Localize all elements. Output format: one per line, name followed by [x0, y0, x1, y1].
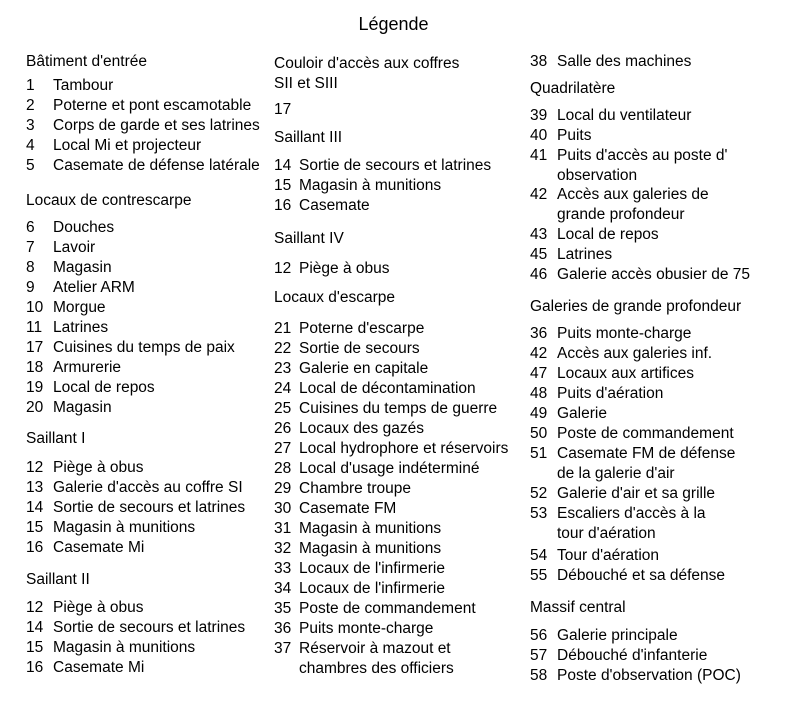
item-label: Local hydrophore et réservoirs [299, 440, 509, 457]
item-number: 20 [26, 399, 44, 416]
legend-item [26, 358, 121, 378]
item-number: 46 [530, 266, 548, 283]
item-label: Puits monte-charge [299, 620, 434, 637]
legend-item [530, 185, 709, 205]
item-number: 42 [530, 345, 548, 362]
legend-item [530, 384, 663, 404]
item-number: 36 [530, 325, 548, 342]
item-number: 15 [274, 177, 292, 194]
item-number: 43 [530, 226, 548, 243]
item-label: Atelier ARM [53, 279, 135, 296]
item-number: 54 [530, 547, 548, 564]
item-number: 5 [26, 157, 35, 174]
item-label: Douches [53, 219, 115, 236]
legend-item [530, 52, 691, 72]
item-label-line2: tour d'aération [557, 525, 656, 542]
item-label-line2: chambres des officiers [299, 660, 454, 677]
item-number: 4 [26, 137, 35, 154]
item-label: Puits d'accès au poste d' [557, 147, 728, 164]
legend-item [26, 458, 144, 478]
legend-item [26, 96, 251, 116]
item-number: 25 [274, 400, 292, 417]
item-number: 16 [26, 539, 44, 556]
item-number-spacer [530, 464, 557, 484]
item-number-spacer [530, 166, 557, 186]
item-label: Magasin à munitions [299, 177, 442, 194]
legend-item [26, 618, 245, 638]
legend-item [274, 196, 370, 216]
legend-item [530, 344, 712, 364]
item-label-line2: grande profondeur [557, 206, 685, 223]
item-number: 50 [530, 425, 548, 442]
legend-item [274, 539, 441, 559]
item-number: 21 [274, 320, 292, 337]
item-label: Galerie d'air et sa grille [557, 485, 716, 502]
legend-item [26, 658, 144, 678]
item-label: Casemate FM [299, 500, 397, 517]
item-number: 3 [26, 117, 35, 134]
legend-item [530, 566, 725, 586]
item-label: Débouché et sa défense [557, 567, 726, 584]
item-label: Galerie principale [557, 627, 678, 644]
item-number: 51 [530, 445, 548, 462]
item-number: 34 [274, 580, 292, 597]
item-label: Tambour [53, 77, 114, 94]
legend-item [26, 398, 112, 418]
legend-item [274, 619, 433, 639]
item-number: 24 [274, 380, 292, 397]
item-label: Poste d'observation (POC) [557, 667, 741, 684]
item-label: Magasin [53, 259, 112, 276]
item-number: 15 [26, 519, 44, 536]
item-number: 31 [274, 520, 292, 537]
legend-item [26, 518, 195, 538]
item-label: Poterne d'escarpe [299, 320, 425, 337]
legend-item [274, 359, 428, 379]
legend-item-continuation [530, 464, 675, 484]
item-number: 47 [530, 365, 548, 382]
item-number: 16 [26, 659, 44, 676]
legend-item [26, 598, 144, 618]
legend-item [530, 146, 728, 166]
legend-item [530, 444, 735, 464]
legend-item [26, 478, 243, 498]
item-label: Poste de commandement [299, 600, 476, 617]
item-number: 45 [530, 246, 548, 263]
legend-item [274, 259, 390, 279]
item-label: Cuisines du temps de paix [53, 339, 235, 356]
item-label: Locaux de l'infirmerie [299, 580, 445, 597]
item-number: 16 [274, 197, 292, 214]
item-number: 10 [26, 299, 44, 316]
item-label: Latrines [53, 319, 109, 336]
item-label: Lavoir [53, 239, 96, 256]
item-label: Débouché d'infanterie [557, 647, 708, 664]
item-number: 15 [26, 639, 44, 656]
legend-item [530, 324, 691, 344]
item-number: 38 [530, 53, 548, 70]
item-label: Poste de commandement [557, 425, 734, 442]
legend-item [274, 319, 424, 339]
legend-item [26, 298, 106, 318]
legend-item [274, 499, 396, 519]
item-number: 40 [530, 127, 548, 144]
item-label: Casemate FM de défense [557, 445, 736, 462]
item-number: 42 [530, 186, 548, 203]
item-number: 30 [274, 500, 292, 517]
legend-item-continuation [530, 205, 685, 225]
item-number: 49 [530, 405, 548, 422]
item-number: 52 [530, 485, 548, 502]
item-number: 14 [274, 157, 292, 174]
item-label: Puits monte-charge [557, 325, 692, 342]
legend-item [274, 479, 411, 499]
item-label: Galerie en capitale [299, 360, 429, 377]
legend-item [26, 218, 114, 238]
item-number: 23 [274, 360, 292, 377]
item-number: 58 [530, 667, 548, 684]
legend-item [530, 225, 659, 245]
item-label: Local du ventilateur [557, 107, 692, 124]
legend-item [274, 519, 441, 539]
legend-item [530, 364, 694, 384]
legend-item [274, 156, 491, 176]
item-number: 48 [530, 385, 548, 402]
item-label-line2: observation [557, 167, 638, 184]
item-number: 56 [530, 627, 548, 644]
item-label: Piège à obus [53, 599, 144, 616]
item-number: 14 [26, 619, 44, 636]
item-number: 7 [26, 239, 35, 256]
section-heading: Saillant IV [274, 230, 344, 247]
item-label: Casemate Mi [53, 659, 145, 676]
item-number: 29 [274, 480, 292, 497]
legend-item [274, 176, 441, 196]
item-number: 37 [274, 640, 292, 657]
item-number: 19 [26, 379, 44, 396]
legend-item [26, 238, 95, 258]
item-label: Magasin à munitions [53, 639, 196, 656]
item-label: Galerie accès obusier de 75 [557, 266, 751, 283]
item-number: 41 [530, 147, 548, 164]
legend-item [274, 459, 479, 479]
section-heading: Couloir d'accès aux coffres [274, 55, 460, 72]
legend-item [274, 339, 420, 359]
legend-item [26, 278, 135, 298]
item-label: Accès aux galeries de [557, 186, 709, 203]
item-number: 26 [274, 420, 292, 437]
item-number: 12 [274, 260, 292, 277]
item-number: 12 [26, 459, 44, 476]
item-number: 2 [26, 97, 35, 114]
item-label: Casemate de défense latérale [53, 157, 260, 174]
legend-item [274, 419, 424, 439]
item-label: Sortie de secours et latrines [299, 157, 492, 174]
item-number-spacer [530, 524, 557, 544]
legend-item [274, 399, 497, 419]
item-label-line2: de la galerie d'air [557, 465, 675, 482]
item-label: Sortie de secours [299, 340, 420, 357]
legend-item [530, 424, 734, 444]
item-number: 14 [26, 499, 44, 516]
section-heading: Massif central [530, 599, 626, 616]
item-number-spacer [274, 659, 299, 679]
section-heading: Locaux de contrescarpe [26, 192, 192, 209]
legend-item [530, 666, 741, 686]
legend-item [26, 136, 201, 156]
item-label: Magasin à munitions [53, 519, 196, 536]
item-label: Latrines [557, 246, 613, 263]
item-label: Armurerie [53, 359, 122, 376]
legend-item [274, 599, 476, 619]
item-label: Magasin à munitions [299, 540, 442, 557]
legend-item-continuation [530, 524, 656, 544]
legend-item [274, 559, 445, 579]
item-label: Piège à obus [299, 260, 390, 277]
item-label: Puits d'aération [557, 385, 664, 402]
legend-item [26, 638, 195, 658]
item-number: 18 [26, 359, 44, 376]
item-label: Locaux de l'infirmerie [299, 560, 445, 577]
item-label: Piège à obus [53, 459, 144, 476]
legend-item [274, 100, 299, 120]
section-heading: Bâtiment d'entrée [26, 53, 148, 70]
section-heading: Saillant I [26, 430, 86, 447]
legend-item [274, 579, 445, 599]
item-label: Poterne et pont escamotable [53, 97, 252, 114]
legend-item [530, 106, 691, 126]
item-number: 32 [274, 540, 292, 557]
legend-item [26, 258, 112, 278]
legend-item [26, 76, 113, 96]
legend-item [530, 484, 715, 504]
item-number: 36 [274, 620, 292, 637]
item-label: Galerie [557, 405, 607, 422]
item-label: Local d'usage indéterminé [299, 460, 480, 477]
item-number: 13 [26, 479, 44, 496]
section-heading: Saillant II [26, 571, 90, 588]
section-heading: Quadrilatère [530, 80, 616, 97]
item-number: 17 [274, 101, 292, 118]
item-label: Casemate Mi [53, 539, 145, 556]
legend-item [530, 546, 659, 566]
item-number: 33 [274, 560, 292, 577]
legend-item [26, 116, 260, 136]
item-label: Magasin à munitions [299, 520, 442, 537]
section-heading: Galeries de grande profondeur [530, 298, 742, 315]
legend-item [26, 378, 155, 398]
item-number: 28 [274, 460, 292, 477]
legend-item [530, 404, 607, 424]
item-number: 12 [26, 599, 44, 616]
item-label: Puits [557, 127, 592, 144]
item-number: 6 [26, 219, 35, 236]
item-number: 17 [26, 339, 44, 356]
item-label: Local de décontamination [299, 380, 476, 397]
item-label: Escaliers d'accès à la [557, 505, 706, 522]
legend-item [530, 126, 591, 146]
legend-item [274, 439, 508, 459]
legend-item [274, 639, 451, 659]
item-number: 57 [530, 647, 548, 664]
legend-item [530, 626, 678, 646]
item-label: Chambre troupe [299, 480, 412, 497]
item-number: 39 [530, 107, 548, 124]
legend-title: Légende [358, 14, 429, 34]
item-label: Morgue [53, 299, 106, 316]
item-number-spacer [530, 205, 557, 225]
section-heading: Locaux d'escarpe [274, 289, 396, 306]
item-label: Réservoir à mazout et [299, 640, 451, 657]
legend-item-continuation [530, 166, 637, 186]
item-number: 55 [530, 567, 548, 584]
section-heading: Saillant III [274, 129, 343, 146]
item-label: Sortie de secours et latrines [53, 499, 246, 516]
legend-item [530, 504, 706, 524]
item-label: Accès aux galeries inf. [557, 345, 713, 362]
legend-item [26, 338, 235, 358]
item-label: Tour d'aération [557, 547, 660, 564]
item-label: Local de repos [557, 226, 659, 243]
item-label: Sortie de secours et latrines [53, 619, 246, 636]
item-label: Locaux aux artifices [557, 365, 694, 382]
item-number: 27 [274, 440, 292, 457]
item-label: Cuisines du temps de guerre [299, 400, 498, 417]
item-number: 35 [274, 600, 292, 617]
legend-item [26, 318, 108, 338]
legend-item [26, 498, 245, 518]
item-label: Galerie d'accès au coffre SI [53, 479, 243, 496]
item-number: 8 [26, 259, 35, 276]
item-number: 11 [26, 319, 43, 336]
item-number: 1 [26, 77, 35, 94]
item-label: Magasin [53, 399, 112, 416]
legend-item [26, 156, 260, 176]
legend-item [530, 245, 612, 265]
legend-item [530, 646, 707, 666]
item-number: 22 [274, 340, 292, 357]
legend-item [26, 538, 144, 558]
item-label: Local Mi et projecteur [53, 137, 202, 154]
legend-item [530, 265, 750, 285]
item-label: Corps de garde et ses latrines [53, 117, 260, 134]
section-heading-line2: SII et SIII [274, 75, 338, 92]
item-label: Salle des machines [557, 53, 692, 70]
legend-item [274, 379, 476, 399]
item-number: 53 [530, 505, 548, 522]
item-number: 9 [26, 279, 35, 296]
legend-item-continuation [274, 659, 454, 679]
item-label: Local de repos [53, 379, 155, 396]
item-label: Locaux des gazés [299, 420, 424, 437]
item-label: Casemate [299, 197, 370, 214]
